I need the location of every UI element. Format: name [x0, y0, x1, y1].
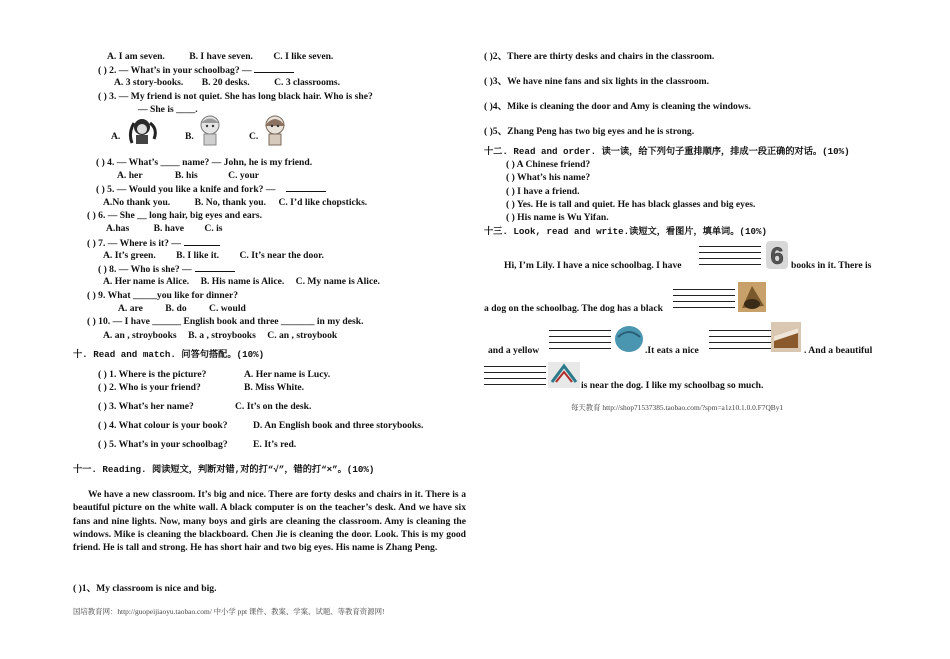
- q3-option-a: A.: [111, 131, 121, 142]
- order-line: ( ) A Chinese friend?: [506, 159, 591, 170]
- question-3: ( ) 3. — My friend is not quiet. She has long black hair. Who is she?: [98, 91, 373, 102]
- question-8: ( ) 8. — Who is she? —: [98, 263, 235, 276]
- fill-text: . And a beautiful: [804, 345, 873, 356]
- q5-options: A.No thank you. B. No, thank you. C. I’d like chopsticks.: [103, 197, 368, 208]
- match-row: ( ) 3. What’s her name? C. It’s on the desk.: [98, 401, 312, 412]
- digit-label: 6: [770, 243, 784, 269]
- cake-picture: [771, 322, 801, 352]
- order-line: ( ) His name is Wu Yifan.: [506, 212, 609, 223]
- pencil-box-picture: [548, 362, 580, 388]
- section-12-title: 十二. Read and order. 读一读，给下列句子重排顺序，排成一段正确的对话。(10%): [484, 146, 850, 157]
- question-2: ( ) 2. — What’s in your schoolbag? —: [98, 64, 294, 77]
- answer-lines: [699, 241, 761, 265]
- q3-option-c: C.: [249, 131, 259, 142]
- option-b: B. I have seven.: [189, 51, 253, 62]
- q1-options: [107, 51, 333, 63]
- match-row: ( ) 2. Who is your friend? B. Miss White.: [98, 382, 305, 393]
- judge-2: ( )2、There are thirty desks and chairs in the classroom.: [484, 51, 715, 62]
- judge-5: ( )5、Zhang Peng has two big eyes and he is strong.: [484, 126, 695, 137]
- answer-lines: [484, 361, 546, 385]
- answer-lines: [709, 325, 771, 349]
- question-6: ( ) 6. — She __ long hair, big eyes and ears.: [87, 210, 263, 221]
- q10-options: A. an , stroybooks B. a , stroybooks C. an , stroybook: [103, 330, 338, 341]
- question-10: ( ) 10. — I have ______ English book and three _______ in my desk.: [87, 316, 364, 327]
- option-a: A. I am seven.: [107, 51, 165, 62]
- q3-answer-line: — She is ____.: [138, 104, 198, 115]
- q9-options: A. are B. do C. would: [118, 303, 246, 314]
- judge-3: ( )3、We have nine fans and six lights in the classroom.: [484, 76, 710, 87]
- option-c: C. I like seven.: [273, 51, 334, 62]
- order-line: ( ) I have a friend.: [506, 186, 580, 197]
- nose-picture: [738, 282, 766, 312]
- match-row: ( ) 4. What colour is your book? D. An English book and three storybooks.: [98, 420, 424, 431]
- right-footer: 每天教育 http://shop71537385.taobao.com/?spm=a1z10.1.0.0.F7QBy1: [571, 403, 784, 412]
- q6-options: A.has B. have C. is: [106, 223, 223, 234]
- question-4: ( ) 4. — What’s ____ name? — John, he is my friend.: [96, 157, 313, 168]
- judge-1: ( )1、My classroom is nice and big.: [73, 583, 217, 594]
- question-9: ( ) 9. What _____you like for dinner?: [87, 290, 239, 301]
- q4-options: A. her B. his C. your: [117, 170, 260, 181]
- question-5: ( ) 5. — Would you like a knife and fork? —: [96, 183, 326, 196]
- reading-passage: We have a new classroom. It’s big and nice. There are forty desks and chairs in it. There is a beautiful picture on the white wall. A black computer is on the teacher’s desk. And we have six fans and nine lights. Now, many boys and girls are cleaning the classroom. Amy is cleaning the windows. Mike is cleaning the blackboard. Chen Jie is cleaning the door. Look. This is my good friend. He is tall and strong. He has short hair and two big eyes. His name is Zhang Peng.: [73, 489, 466, 554]
- fill-text: and a yellow: [488, 345, 540, 356]
- section-10-title: 十. Read and match. 问答句搭配。(10%): [73, 349, 265, 360]
- q7-options: A. It’s green. B. I like it. C. It’s near the door.: [103, 250, 324, 261]
- section-13-title: 十三. Look, read and write.读短文，看图片，填单词。(10%): [484, 226, 767, 237]
- fill-text: Hi, I’m Lily. I have a nice schoolbag. I have: [504, 260, 682, 271]
- answer-lines: [673, 284, 735, 308]
- section-11-title: 十一. Reading. 阅读短文，判断对错,对的打“√”，错的打“×”。(10%): [73, 464, 375, 475]
- fill-text: a dog on the schoolbag. The dog has a black: [484, 303, 663, 314]
- girl-short-hair-picture: [262, 114, 288, 146]
- answer-blank: [254, 64, 294, 73]
- question-7: ( ) 7. — Where is it? —: [87, 237, 220, 250]
- boy-short-hair-picture: [197, 114, 223, 146]
- match-row: ( ) 5. What’s in your schoolbag? E. It’s red.: [98, 439, 297, 450]
- judge-4: ( )4、Mike is cleaning the door and Amy is cleaning the windows.: [484, 101, 751, 112]
- q2-options: A. 3 story-books. B. 20 desks. C. 3 classrooms.: [114, 77, 341, 88]
- number-six-picture: [766, 241, 788, 269]
- q8-options: A. Her name is Alice. B. His name is Alice. C. My name is Alice.: [103, 276, 380, 287]
- ear-picture: [614, 325, 644, 353]
- girl-ponytail-picture: [124, 115, 162, 147]
- fill-text: .It eats a nice: [645, 345, 699, 356]
- match-row: ( ) 1. Where is the picture? A. Her name is Lucy.: [98, 369, 331, 380]
- fill-text: books in it. There is: [791, 260, 872, 271]
- left-footer: 国培教育网：http://guopeijiaoyu.taobao.com/ 中小学 ppt 课件、教案、学案、试题、等教育资源网!: [73, 607, 385, 616]
- answer-lines: [549, 325, 611, 349]
- fill-text: is near the dog. I like my schoolbag so much.: [581, 380, 764, 391]
- q3-option-b: B.: [185, 131, 194, 142]
- order-line: ( ) What’s his name?: [506, 172, 591, 183]
- order-line: ( ) Yes. He is tall and quiet. He has black glasses and big eyes.: [506, 199, 756, 210]
